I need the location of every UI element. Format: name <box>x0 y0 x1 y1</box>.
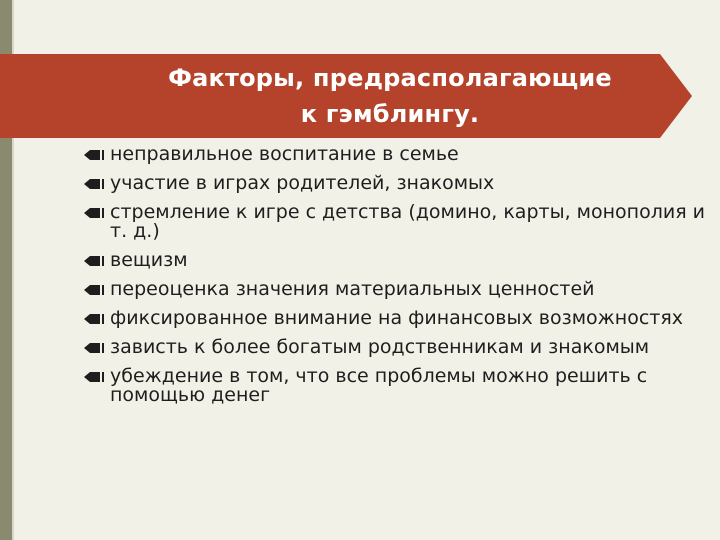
title-line-2: к гэмблингу. <box>300 100 480 128</box>
list-item <box>84 280 714 299</box>
pencil-icon <box>84 254 106 268</box>
bullet-list <box>84 145 714 415</box>
list-item-label: участие в играх родителей, знакомых <box>110 172 495 194</box>
list-item-label: неправильное воспитание в семье <box>110 143 459 165</box>
pencil-icon <box>84 370 106 384</box>
list-item-label: переоценка значения материальных ценностей <box>110 278 595 300</box>
list-item-label: убеждение в том, что все проблемы можно решить с помощью денег <box>110 365 648 406</box>
pencil-icon <box>84 283 106 297</box>
pencil-icon <box>84 206 106 220</box>
list-item-label: стремление к игре с детства (домино, карты, монополия и т. д.) <box>110 201 706 242</box>
list-item-label: вещизм <box>110 249 188 271</box>
list-item <box>84 367 714 405</box>
list-item <box>84 145 714 164</box>
pencil-icon <box>84 341 106 355</box>
list-item <box>84 338 714 357</box>
list-item <box>84 203 714 241</box>
pencil-icon <box>84 177 106 191</box>
list-item <box>84 174 714 193</box>
title-banner <box>0 54 692 138</box>
list-item-label: зависть к более богатым родственникам и знакомым <box>110 336 650 358</box>
pencil-icon <box>84 312 106 326</box>
title-line-1: Факторы, предрасполагающие <box>168 64 612 92</box>
list-item <box>84 251 714 270</box>
list-item <box>84 309 714 328</box>
list-item-label: фиксированное внимание на финансовых возможностях <box>110 307 684 329</box>
slide-title <box>110 60 670 132</box>
pencil-icon <box>84 148 106 162</box>
